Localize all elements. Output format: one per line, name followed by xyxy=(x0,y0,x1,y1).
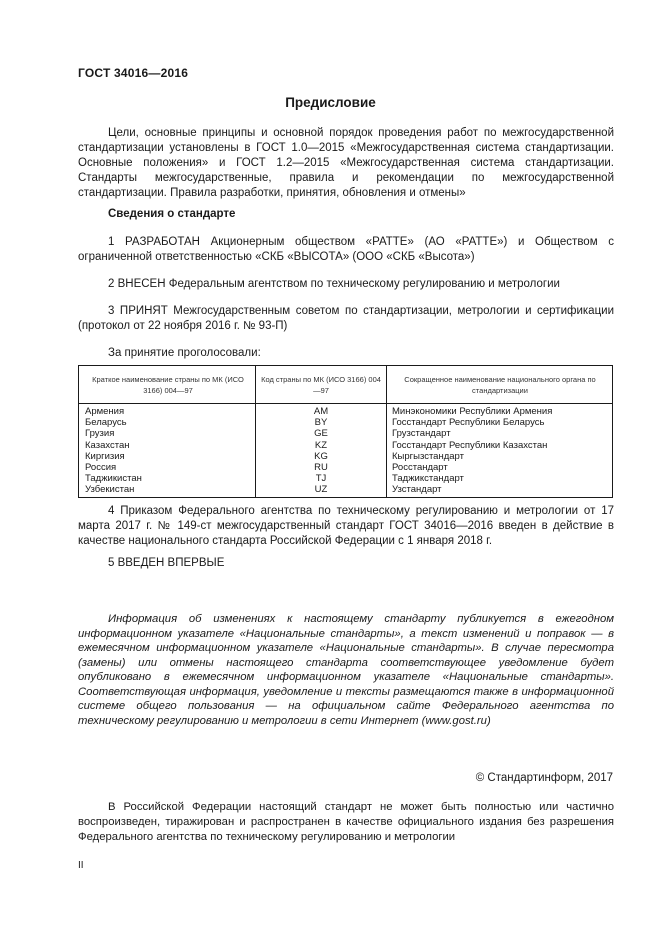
item-2-paragraph: 2 ВНЕСЕН Федеральным агентством по техническому регулированию и метрологии xyxy=(108,278,560,290)
table-cell-country: Беларусь xyxy=(85,417,127,429)
table-header-body: Сокращенное наименование национального органа по стандартизации xyxy=(404,374,596,395)
intro-paragraph: Цели, основные принципы и основной порядок проведения работ по межгосударственной стандартизации установлены в ГОСТ 1.0—2015 «Межгосударственная система стандартизации. Основные положения» и ГОСТ 1.2—2015 «Межгосударственная система стандартизации. Стандарты межгосударственные, правила и рекомендации по межгосударственной стандартизации. Правила разработки, принятия, обновления и отмены» xyxy=(78,127,614,199)
info-notice-paragraph: Информация об изменениях к настоящему стандарту публикуется в ежегодном информационном указателе «Национальные стандарты», а текст изменений и поправок — в ежемесячном информационном указателе «Национальные стандарты». В случае пересмотра (замены) или отмены настоящего стандарта соответствующее уведомление будет опубликовано в ежемесячном информационном указателе «Национальные стандарты». Соответствующая информация, уведомление и тексты размещаются также в информационной системе общего пользования — на официальном сайте Федерального агентства по техническому регулированию и метрологии в сети Интернет (www.gost.ru) xyxy=(78,613,614,727)
table-header-code: Код страны по МК (ИСО 3166) 004—97 xyxy=(261,374,381,395)
item-1-paragraph: 1 РАЗРАБОТАН Акционерным обществом «РАТТЕ» (АО «РАТТЕ») и Обществом с ограниченной ответственностью «СКБ «ВЫСОТА» (ООО «СКБ «Высота») xyxy=(78,236,614,263)
table-cell-code: RU xyxy=(314,462,328,474)
table-cell-body: Минэкономики Республики Армения xyxy=(392,406,553,417)
table-cell-code: TJ xyxy=(315,473,327,485)
item-4-paragraph: 4 Приказом Федерального агентства по техническому регулированию и метрологии от 17 марта 2017 г. № 149-ст межгосударственный стандарт ГОСТ 34016—2016 введен в действие в качестве национального стандарта Российской Федерации с 1 января 2018 г. xyxy=(78,505,614,547)
table-cell-country: Армения xyxy=(85,406,125,417)
table-header-country: Краткое наименование страны по МК (ИСО 3166) 004—97 xyxy=(92,374,244,395)
table-cell-body: Госстандарт Республики Казахстан xyxy=(392,439,548,451)
voting-table xyxy=(78,365,613,498)
table-cell-code: GE xyxy=(314,428,328,440)
table-cell-code: BY xyxy=(314,417,328,429)
table-cell-country: Узбекистан xyxy=(85,484,135,496)
table-cell-code: KG xyxy=(314,450,328,462)
page-number: II xyxy=(78,860,84,871)
standard-info-heading: Сведения о стандарте xyxy=(108,208,236,220)
table-column-country xyxy=(85,406,251,496)
page-title: Предисловие xyxy=(285,95,376,110)
table-cell-country: Таджикистан xyxy=(85,473,142,485)
table-cell-code: AM xyxy=(313,406,329,417)
table-header-row xyxy=(79,366,612,404)
table-cell-body: Таджикстандарт xyxy=(392,473,464,485)
copyright-line: © Стандартинформ, 2017 xyxy=(475,772,613,784)
table-cell-code: UZ xyxy=(314,484,328,496)
table-cell-country: Киргизия xyxy=(85,450,125,462)
table-cell-body: Узстандарт xyxy=(392,484,442,496)
table-cell-body: Росстандарт xyxy=(392,462,448,474)
table-cell-code: KZ xyxy=(314,439,328,451)
table-cell-country: Россия xyxy=(85,462,117,474)
item-5-paragraph: 5 ВВЕДЕН ВПЕРВЫЕ xyxy=(108,557,225,569)
table-cell-body: Госстандарт Республики Беларусь xyxy=(392,417,545,429)
table-cell-country: Казахстан xyxy=(85,439,130,451)
table-column-body xyxy=(392,406,610,496)
table-cell-body: Грузстандарт xyxy=(392,428,451,440)
item-3-paragraph: 3 ПРИНЯТ Межгосударственным советом по стандартизации, метрологии и сертификации (протокол от 22 ноября 2016 г. № 93-П) xyxy=(78,305,614,332)
document-header: ГОСТ 34016—2016 xyxy=(78,66,189,80)
table-column-code xyxy=(256,406,386,496)
table-cell-body: Кыргызстандарт xyxy=(392,450,464,462)
voted-label: За принятие проголосовали: xyxy=(108,347,261,359)
table-cell-country: Грузия xyxy=(85,428,115,440)
reproduction-notice-paragraph: В Российской Федерации настоящий стандарт не может быть полностью или частично воспроизведен, тиражирован и распространен в качестве официального издания без разрешения Федерального агентства по техническому регулированию и метрологии xyxy=(78,801,614,843)
